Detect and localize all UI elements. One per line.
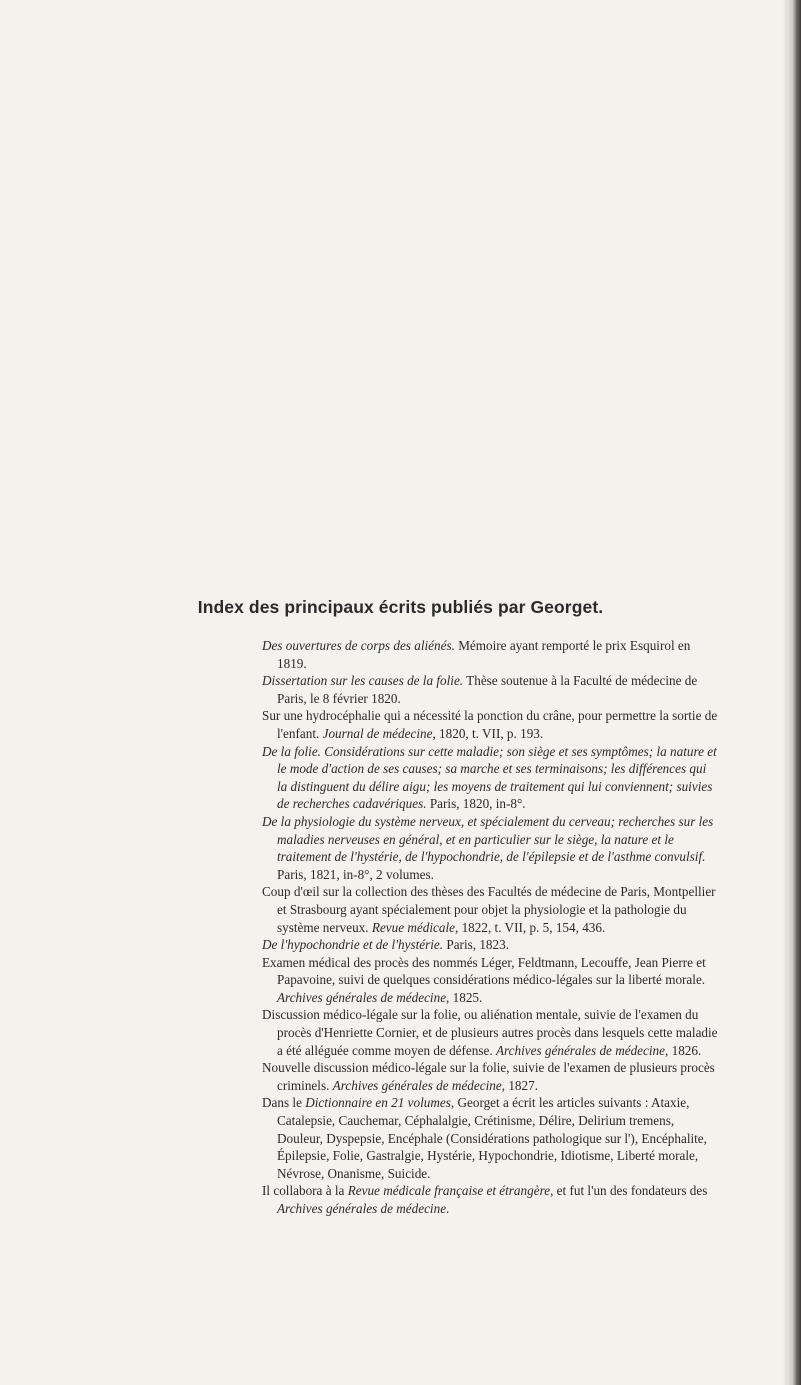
entry-text: Il collabora à la — [262, 1183, 348, 1199]
entry-text: Coup d'œil sur la collection des thèses des Facultés de médecine de Paris, Montpellier et Strasbourg ayant spécialement pour objet la physiologie et la pathologie du système nerveux. — [262, 884, 716, 935]
bibliography-entry — [262, 936, 718, 954]
bibliography-entry — [262, 743, 718, 813]
entry-text: Dans le — [262, 1095, 306, 1111]
bibliography-entry — [262, 1006, 718, 1059]
entry-title-italic: Revue médicale — [371, 919, 455, 935]
book-spine-edge — [787, 0, 801, 1385]
entry-title-italic: Archives générales de médecine — [277, 1201, 447, 1216]
entry-title-italic: De la physiologie du système nerveux, et spécialement du cerveau; recherches sur les maladies nerveuses en général, et en particulier sur le siège, la nature et le traitement de l'hystérie, de l'hypochondrie, de l'épilepsie et de l'asthme convulsif. — [262, 813, 714, 865]
entry-text: , 1827. — [501, 1077, 538, 1093]
entry-text: Sur une hydrocéphalie qui a nécessité la ponction du crâne, pour permettre la sortie de l'enfant. — [262, 708, 718, 741]
entry-text: Nouvelle discussion médico-légale sur la folie, suivie de l'examen de plusieurs procès criminels. — [262, 1060, 715, 1093]
bibliography-entry — [262, 1059, 718, 1094]
entry-text: , Georget a écrit les articles suivants : Ataxie, Catalepsie, Cauchemar, Céphalalgie, Crétinisme, Délire, Delirium tremens, Douleur, Dyspepsie, Encéphale (Considérations pathologique sur l'), Encéphalite, Épilepsie, Folie, Gastralgie, Hystérie, Hypochondrie, Idiotisme, Liberté morale, Névrose, Onanisme, Suicide. — [277, 1095, 707, 1181]
entry-title-italic: De l'hypochondrie et de l'hystérie. — [262, 937, 444, 953]
entry-text: , 1826. — [665, 1042, 702, 1058]
entry-title-italic: Revue médicale française et étrangère — [347, 1183, 551, 1199]
entry-text: Paris, 1823. — [443, 937, 509, 953]
bibliography-entry — [262, 707, 718, 742]
entry-title-italic: Des ouvertures de corps des aliénés. — [262, 638, 455, 653]
bibliography-entry — [262, 813, 718, 883]
page-title: Index des principaux écrits publiés par Georget. — [197, 596, 604, 617]
bibliography-entry — [262, 637, 718, 672]
entry-text: Discussion médico-légale sur la folie, ou aliénation mentale, suivie de l'examen du procès d'Henriette Cornier, et de plusieurs autres procès dans lesquels cette maladie a été alléguée comme moyen de défense. — [262, 1007, 718, 1058]
entry-text: Paris, 1820, in-8°. — [426, 796, 526, 812]
entry-title-italic: Dissertation sur les causes de la folie. — [262, 673, 464, 689]
bibliography-list — [262, 637, 718, 1218]
entry-text: , 1820, t. VII, p. 193. — [432, 725, 544, 741]
entry-title-italic: Journal de médecine — [322, 725, 433, 741]
entry-title-italic: Dictionnaire en 21 volumes — [305, 1095, 451, 1111]
bibliography-entry — [262, 954, 718, 1007]
entry-text: Examen médical des procès des nommés Léger, Feldtmann, Lecouffe, Jean Pierre et Papavoine, suivi de quelques considérations médico-légales sur la liberté morale. — [262, 954, 706, 988]
entry-text: , 1822, t. VII, p. 5, 154, 436. — [454, 919, 606, 935]
bibliography-entry — [262, 1094, 718, 1182]
entry-text: Mémoire ayant remporté le prix Esquirol en 1819. — [277, 638, 691, 671]
entry-title-italic: Archives générales de médecine — [277, 989, 447, 1005]
entry-text: , 1825. — [446, 989, 483, 1005]
entry-title-italic: Archives générales de médecine — [332, 1077, 502, 1093]
entry-text: , et fut l'un des fondateurs des — [550, 1183, 708, 1199]
entry-text: Paris, 1821, in-8°, 2 volumes. — [277, 866, 434, 882]
bibliography-entry — [262, 883, 718, 936]
entry-text: . — [446, 1201, 450, 1216]
entry-text: Thèse soutenue à la Faculté de médecine de Paris, le 8 février 1820. — [277, 673, 698, 706]
entry-title-italic: Archives générales de médecine — [495, 1042, 665, 1058]
bibliography-entry — [262, 1182, 718, 1217]
entry-title-italic: De la folie. Considérations sur cette maladie; son siège et ses symptômes; la nature et le mode d'action de ses causes; sa marche et ses terminaisons; les différences qui la distinguent du délire aigu; les moyens de traitement qui lui conviennent; suivies de recherches cadavériques. — [262, 743, 717, 812]
bibliography-entry — [262, 672, 718, 707]
